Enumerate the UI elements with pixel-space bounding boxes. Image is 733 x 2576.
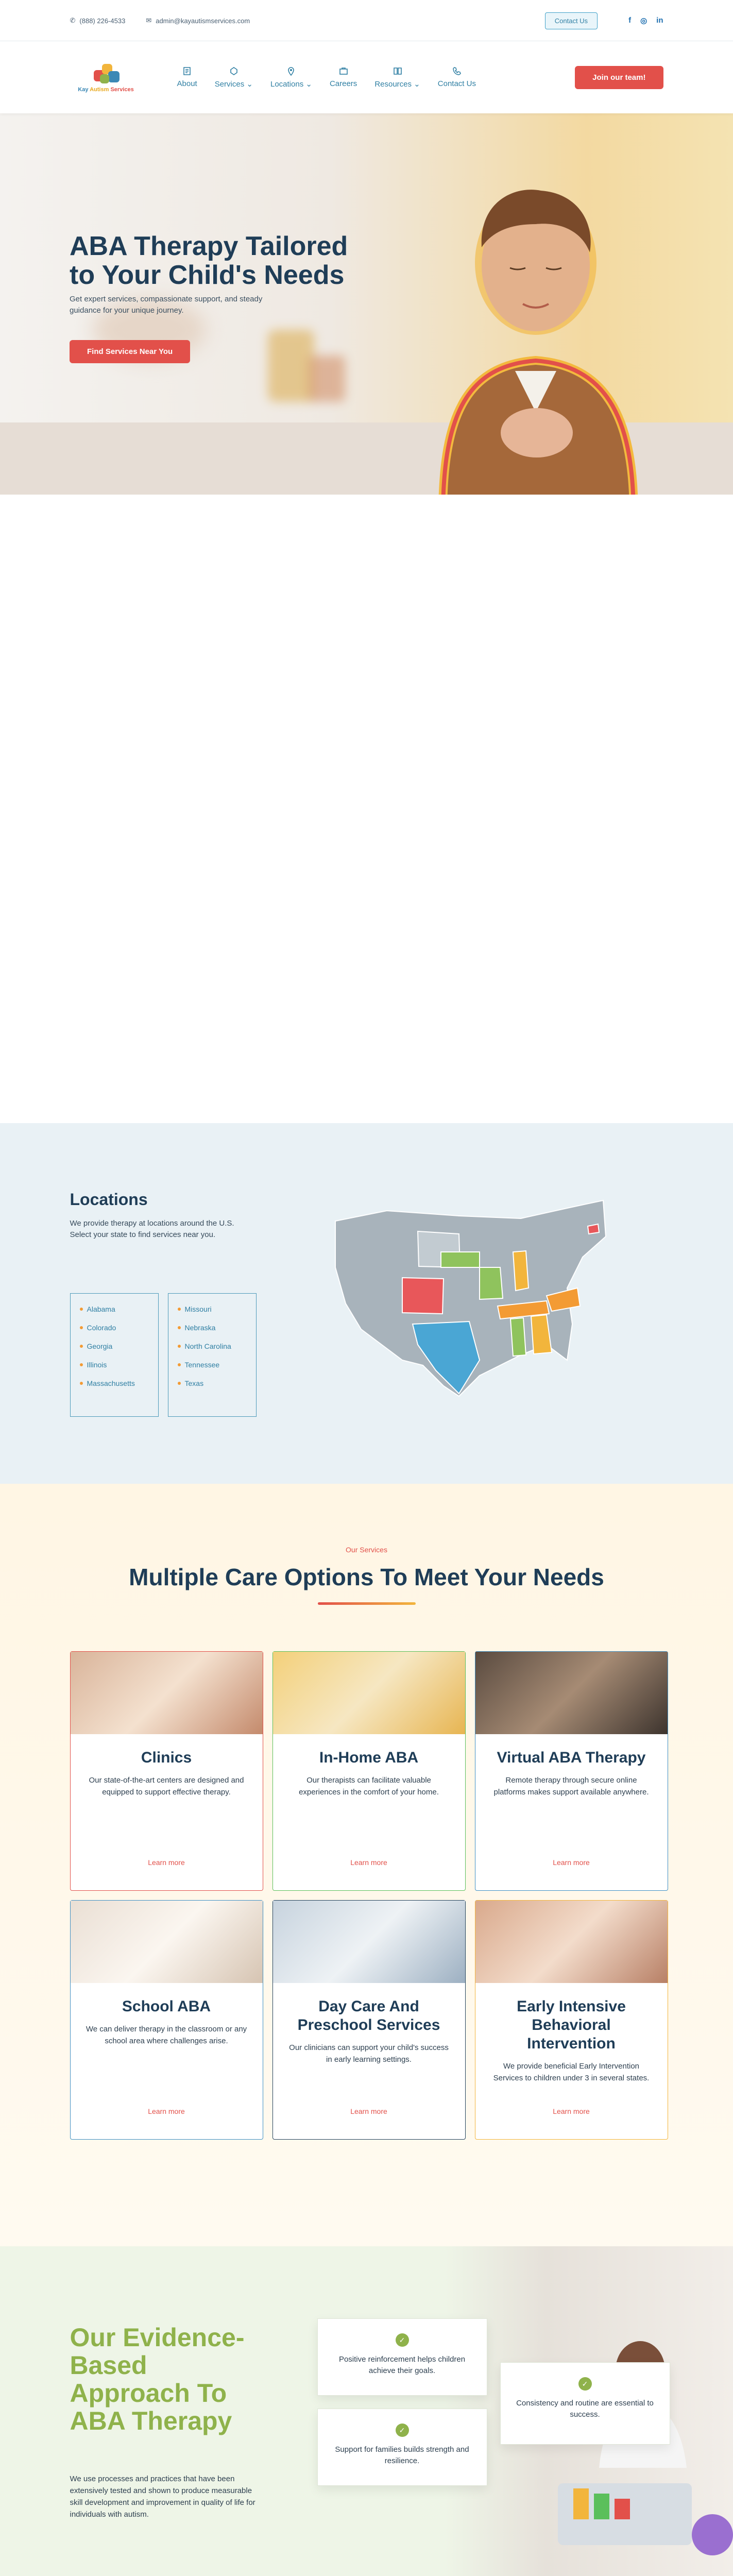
about-icon (182, 66, 192, 76)
evidence-point-text: Support for families builds strength and resilience. (335, 2445, 469, 2465)
nav-menu (177, 66, 476, 89)
card-text: Our state-of-the-art centers are designed and equipped to support effective therapy. (89, 1776, 244, 1797)
card-text: Our therapists can facilitate valuable experiences in the comfort of your home. (299, 1776, 439, 1797)
services-title: Multiple Care Options To Meet Your Needs (129, 1564, 604, 1590)
states-list-2 (168, 1293, 257, 1417)
service-card-daycare[interactable] (272, 1900, 466, 2140)
services-section (0, 1484, 733, 2246)
hero-section (0, 113, 733, 495)
school-image (71, 1901, 263, 1983)
phone-icon (452, 66, 462, 76)
state-link[interactable]: Massachusetts (80, 1379, 149, 1387)
evidence-point (500, 2362, 670, 2445)
early-intervention-image (475, 1901, 668, 1983)
join-team-button[interactable]: Join our team! (575, 66, 663, 89)
phone-link[interactable] (70, 16, 126, 25)
hero-title: ABA Therapy Tailored to Your Child's Needs (70, 231, 348, 290)
locations-description: We provide therapy at locations around the U.S. Select your state to find services near you. (70, 1219, 234, 1239)
social-links (628, 16, 663, 25)
nav-label: Contact Us (437, 79, 476, 88)
service-card-early-intervention[interactable] (475, 1900, 668, 2140)
services-kicker: Our Services (346, 1546, 387, 1554)
clinics-image (71, 1652, 263, 1734)
state-link[interactable]: Georgia (80, 1342, 149, 1350)
evidence-point-text: Consistency and routine are essential to success. (516, 2399, 654, 2419)
state-link[interactable]: Alabama (80, 1305, 149, 1313)
evidence-point (317, 2409, 487, 2486)
state-link[interactable]: Nebraska (178, 1324, 247, 1332)
state-link[interactable]: Illinois (80, 1361, 149, 1369)
in-home-image (273, 1652, 465, 1734)
check-icon: ✓ (578, 2377, 592, 2391)
phone-icon: ✆ (70, 16, 76, 24)
evidence-text: We use processes and practices that have been extensively tested and shown to produce measurable skill development and improvement in quality of life for individuals with autism. (70, 2475, 255, 2519)
learn-more-link[interactable]: Learn more (553, 1858, 590, 1867)
state-link[interactable]: North Carolina (178, 1342, 247, 1350)
locations-section (0, 1123, 733, 1484)
service-card-in-home[interactable] (272, 1651, 466, 1891)
card-text: We can deliver therapy in the classroom or any school area where challenges arise. (86, 2025, 247, 2045)
state-link[interactable]: Texas (178, 1379, 247, 1387)
hero-subtitle: Get expert services, compassionate support, and steady guidance for your unique journey. (70, 295, 263, 315)
card-title: In-Home ABA (319, 1749, 419, 1766)
nav-item-services[interactable] (215, 66, 253, 89)
site-logo[interactable] (70, 57, 142, 98)
state-link[interactable]: Colorado (80, 1324, 149, 1332)
learn-more-link[interactable]: Learn more (350, 2107, 387, 2115)
main-nav (0, 41, 733, 113)
service-card-clinics[interactable] (70, 1651, 263, 1891)
card-text: We provide beneficial Early Intervention Services to children under 3 in several states. (493, 2062, 650, 2082)
nav-item-careers[interactable] (330, 66, 357, 89)
service-card-virtual[interactable] (475, 1651, 668, 1891)
us-map[interactable] (325, 1190, 613, 1412)
learn-more-link[interactable]: Learn more (553, 2107, 590, 2115)
logo-mark-icon (91, 62, 122, 84)
find-services-button[interactable]: Find Services Near You (70, 340, 190, 363)
nav-label: Services ⌄ (214, 80, 253, 89)
learn-more-link[interactable]: Learn more (148, 1858, 185, 1867)
nav-item-locations[interactable] (270, 66, 312, 89)
state-link[interactable]: Tennessee (178, 1361, 247, 1369)
virtual-image (475, 1652, 668, 1734)
states-list-1 (70, 1293, 159, 1417)
services-icon (229, 66, 239, 76)
title-underline (318, 1602, 416, 1605)
email-text: admin@kayautismservices.com (156, 16, 250, 25)
check-icon: ✓ (396, 2333, 409, 2347)
locations-title: Locations (70, 1190, 148, 1209)
briefcase-icon (338, 66, 349, 76)
card-title: School ABA (122, 1998, 211, 2015)
email-link[interactable] (146, 16, 250, 25)
card-title: Day Care And Preschool Services (297, 1998, 440, 2033)
instagram-icon[interactable]: ◎ (640, 16, 647, 25)
learn-more-link[interactable]: Learn more (350, 1858, 387, 1867)
nav-item-resources[interactable] (374, 66, 420, 89)
facebook-icon[interactable]: f (628, 16, 632, 25)
linkedin-icon[interactable]: in (656, 16, 663, 25)
daycare-image (273, 1901, 465, 1983)
card-text: Remote therapy through secure online platforms makes support available anywhere. (493, 1776, 649, 1797)
nav-item-about[interactable] (177, 66, 197, 89)
contact-us-button[interactable]: Contact Us (545, 12, 598, 29)
service-card-school[interactable] (70, 1900, 263, 2140)
empty-section (0, 495, 733, 1123)
evidence-section (0, 2246, 733, 2576)
phone-text: (888) 226-4533 (79, 16, 126, 25)
card-title: Early Intensive Behavioral Intervention (517, 1998, 626, 2052)
card-text: Our clinicians can support your child's success in early learning settings. (289, 2043, 449, 2064)
state-link[interactable]: Missouri (178, 1305, 247, 1313)
evidence-point-text: Positive reinforcement helps children achieve their goals. (338, 2355, 466, 2375)
nav-label: Resources ⌄ (374, 80, 420, 89)
evidence-point (317, 2318, 487, 2396)
nav-item-contact[interactable] (438, 66, 476, 89)
top-bar (0, 0, 733, 41)
nav-label: Locations ⌄ (270, 80, 312, 89)
card-title: Virtual ABA Therapy (497, 1749, 646, 1766)
learn-more-link[interactable]: Learn more (148, 2107, 185, 2115)
evidence-title: Our Evidence-Based Approach To ABA Therapy (70, 2323, 245, 2435)
mail-icon: ✉ (146, 16, 152, 24)
map-pin-icon (286, 66, 296, 76)
logo-text: Kay Autism Services (78, 87, 134, 93)
book-icon (393, 66, 403, 76)
nav-label: About (177, 79, 197, 88)
services-cards (70, 1651, 663, 2140)
check-icon: ✓ (396, 2424, 409, 2437)
nav-label: Careers (329, 79, 357, 88)
card-title: Clinics (141, 1749, 192, 1766)
